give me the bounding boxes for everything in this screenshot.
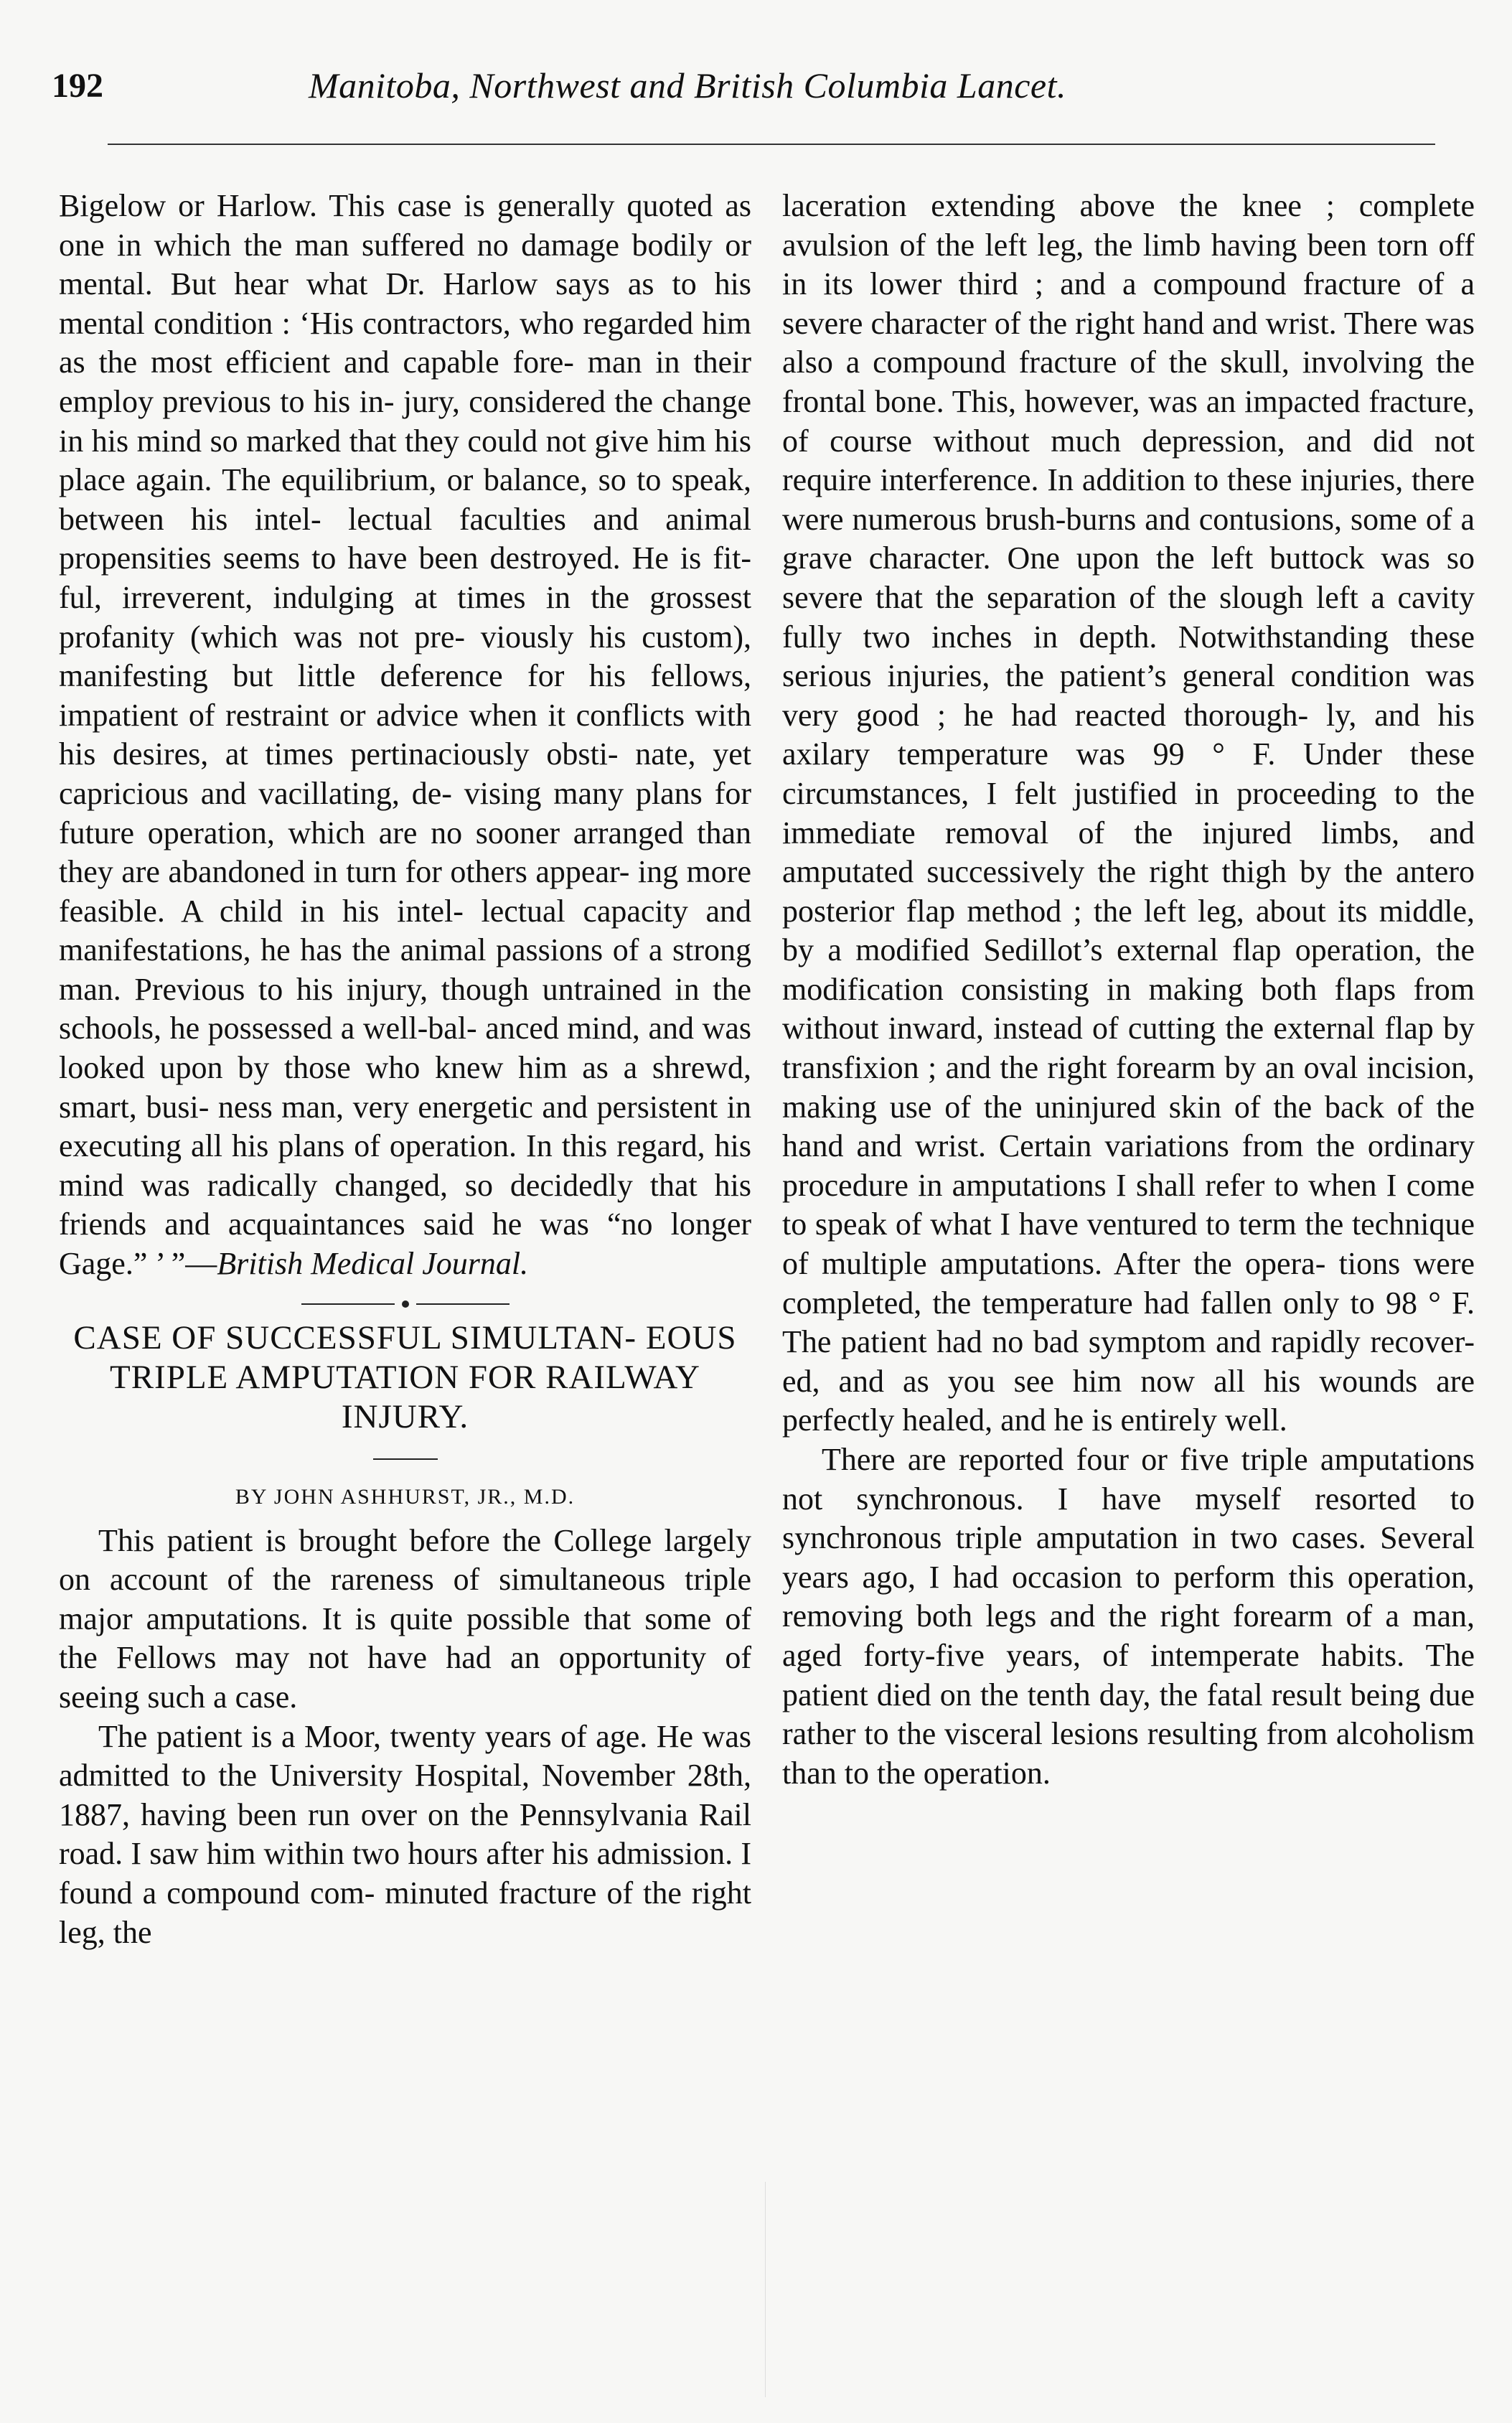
paragraph-reported-cases: There are reported four or five triple amputations not synchronous. I have myself resorted to synchronous triple amputation in two cases. Several years ago, I had occasion to perform this operation, removing both legs and the right forearm of a man, aged forty-five years, of intemperate habits. The patient died on the tenth day, the fatal result being due rather to the visceral lesions resulting from alcoholism than to the operation. — [782, 1442, 1475, 1791]
header-rule — [108, 144, 1435, 145]
ornament-dot — [402, 1300, 409, 1308]
right-column — [782, 187, 1475, 2361]
paragraph-patient: The patient is a Moor, twenty years of age. He was admitted to the University Hospital, November 28th, 1887, having been run over on the Pennsylvania Rail road. I saw him within two hours after his admission. I found a compound com- minuted fracture of the right leg, the — [59, 1718, 751, 1950]
section-ornament — [59, 1288, 751, 1317]
byline: BY JOHN ASHHURST, JR., M.D. — [235, 1484, 576, 1509]
column-fold-line — [765, 2182, 766, 2397]
page-header — [43, 57, 1435, 122]
paragraph-intro: This patient is brought before the College largely on account of the rareness of simultaneous triple major amputations. It is quite possible that some of the Fellows may not have had an opportunity of seeing such a case. — [59, 1522, 751, 1715]
title-rule — [373, 1458, 438, 1460]
ornament-rule-left — [301, 1303, 395, 1305]
article-title: CASE OF SUCCESSFUL SIMULTAN- EOUS TRIPLE AMPUTATION FOR RAILWAY INJURY. — [73, 1318, 737, 1435]
page-number: 192 — [52, 67, 103, 105]
paragraph-injuries: laceration extending above the knee ; complete avulsion of the left leg, the limb having been torn off in its lower third ; and a compound fracture of a severe character of the right hand and wrist. There was also a compound fracture of the skull, involving the frontal bone. This, however, was an impacted fracture, of course without much depression, and did not require interference. In addition to these injuries, there were numerous brush-burns and contusions, some of a grave character. One upon the left buttock was so severe that the separation of the slough left a cavity fully two inches in depth. Notwithstanding these serious injuries, the patient’s general condition was very good ; he had reacted thorough- ly, and his axilary temperature was 99 ° F. Under these circumstances, I felt justified in proceeding to the immediate removal of the injured limbs, and amputated successively the right thigh by the antero posterior flap method ; the left leg, about its middle, by a modified Sedillot’s external flap operation, the modification consisting in making both flaps from without inward, instead of cutting the external flap by transfixion ; and the right forearm by an oval incision, making use of the uninjured skin of the back of the hand and wrist. Certain variations from the ordinary procedure in amputations I shall refer to when I come to speak of what I have ventured to term the technique of multiple amputations. After the opera- tions were completed, the temperature had fallen only to 98 ° F. The patient had no bad symptom and rapidly recover- ed, and as you see him now all his wounds are perfectly healed, and he is entirely well. — [782, 188, 1475, 1438]
journal-citation: British Medical Journal. — [217, 1246, 529, 1282]
running-title: Manitoba, Northwest and British Columbia Lancet. — [309, 65, 1066, 106]
paragraph-harlow-quote — [59, 187, 751, 1284]
quote-text: Bigelow or Harlow. This case is generally quoted as one in which the man suffered no damage bodily or mental. But hear what Dr. Harlow says as to his mental condition : ‘His contractors, who regarded him as the most efficient and capable fore- man in their employ previous to his in- jury, considered the change in his mind so marked that they could not give him his place again. The equilibrium, or balance, so to speak, between his intel- lectual faculties and animal propensities seems to have been destroyed. He is fit- ful, irreverent, indulging at times in the grossest profanity (which was not pre- viously his custom), manifesting but little deference for his fellows, impatient of restraint or advice when it conflicts with his desires, at times pertinaciously obsti- nate, yet capricious and vacillating, de- vising many plans for future operation, which are no sooner arranged than they are abandoned in turn for others appear- ing more feasible. A child in his intel- lectual capacity and manifestations, he has the animal passions of a strong man. Previous to his injury, though untrained in the schools, he possessed a well-bal- anced mind, and was looked upon by those who knew him as a shrewd, smart, busi- ness man, very energetic and persistent in executing all his plans of operation. In this regard, his mind was radically changed, so decidedly that his friends and acquaintances said he was “no longer Gage.” ’ ”— — [59, 188, 751, 1282]
left-column — [59, 187, 751, 2361]
ornament-rule-right — [416, 1303, 510, 1305]
